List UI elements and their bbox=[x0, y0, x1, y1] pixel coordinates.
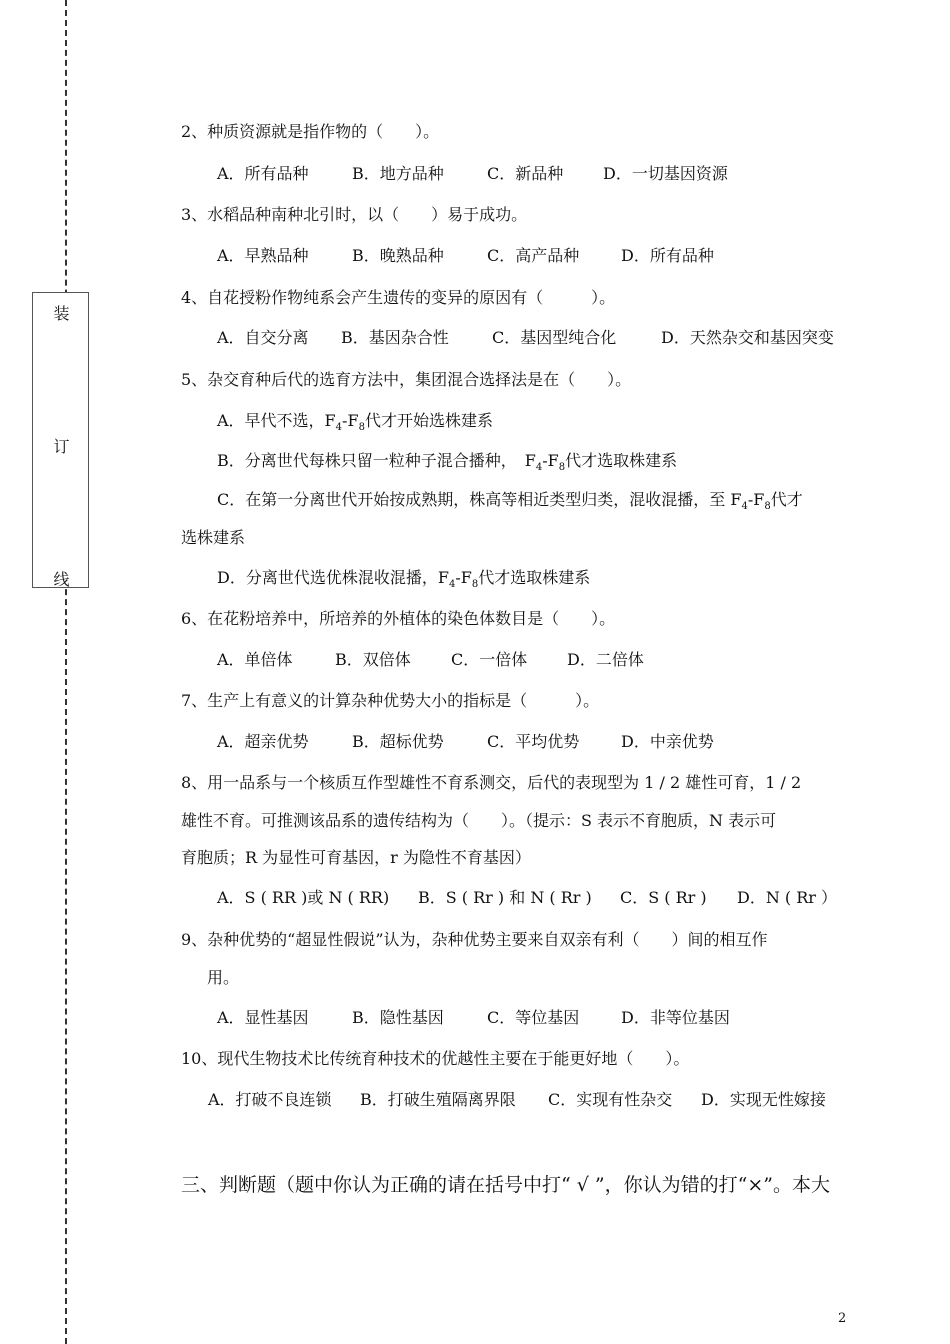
question-5-option-c-prefix: C．在第一分离世代开始按成熟期，株高等相近类型归类，混收混播，至 F bbox=[217, 490, 742, 509]
question-9-option-a: A．显性基因 bbox=[217, 1008, 309, 1027]
question-5-option-c-continuation: 选株建系 bbox=[181, 528, 246, 547]
subscript-4: 4 bbox=[741, 501, 748, 512]
question-4-option-d: D．天然杂交和基因突变 bbox=[661, 328, 834, 347]
question-4-stem: 4、自花授粉作物纯系会产生遗传的变异的原因有（ ）。 bbox=[181, 288, 616, 307]
question-2-stem: 2、种质资源就是指作物的（ ）。 bbox=[181, 122, 440, 141]
question-10-option-b: B．打破生殖隔离界限 bbox=[360, 1090, 516, 1109]
question-3-option-c: C．高产品种 bbox=[487, 246, 580, 265]
question-5-option-a bbox=[217, 411, 493, 431]
question-5-option-b bbox=[217, 451, 677, 471]
dash-f: -F bbox=[747, 490, 765, 509]
question-4-option-b: B．基因杂合性 bbox=[341, 328, 449, 347]
dash-f: -F bbox=[542, 451, 559, 470]
question-7-option-b: B．超标优势 bbox=[352, 732, 444, 751]
question-3-option-d: D．所有品种 bbox=[621, 246, 714, 265]
subscript-8: 8 bbox=[764, 501, 771, 512]
dash-f: -F bbox=[455, 568, 472, 587]
binding-char-xian: 线 bbox=[53, 570, 70, 589]
question-9-stem-line-1: 9、杂种优势的“超显性假说”认为，杂种优势主要来自双亲有利（ ）间的相互作 bbox=[181, 930, 768, 949]
question-8-stem-line-2: 雄性不育。可推测该品系的遗传结构为（ ）。（提示：S 表示不育胞质，N 表示可 bbox=[181, 811, 777, 830]
question-3-option-b: B．晚熟品种 bbox=[352, 246, 444, 265]
subscript-8: 8 bbox=[558, 462, 566, 473]
question-9-option-d: D．非等位基因 bbox=[621, 1008, 730, 1027]
question-2-option-d: D．一切基因资源 bbox=[603, 164, 728, 183]
subscript-4: 4 bbox=[535, 462, 543, 473]
question-5-option-d bbox=[217, 568, 590, 588]
question-3-option-a: A．早熟品种 bbox=[217, 246, 309, 265]
question-5-option-a-suffix: 代才开始选株建系 bbox=[364, 411, 493, 430]
question-7-stem: 7、生产上有意义的计算杂种优势大小的指标是（ ）。 bbox=[181, 691, 600, 710]
question-5-option-b-suffix: 代才选取株建系 bbox=[565, 451, 678, 470]
binding-label-box bbox=[32, 292, 89, 588]
question-5-option-c bbox=[217, 490, 803, 510]
subscript-8: 8 bbox=[471, 579, 479, 590]
question-5-option-d-prefix: D．分离世代选优株混收混播，F bbox=[217, 568, 449, 587]
question-6-stem: 6、在花粉培养中，所培养的外植体的染色体数目是（ ）。 bbox=[181, 609, 616, 628]
question-6-option-a: A．单倍体 bbox=[217, 650, 293, 669]
question-8-option-a: A．S ( RR )或 N ( RR) bbox=[217, 888, 390, 907]
question-8-stem-line-3: 育胞质；R 为显性可育基因，r 为隐性不育基因） bbox=[181, 848, 531, 867]
question-6-option-c: C．一倍体 bbox=[451, 650, 528, 669]
question-2-option-a: A．所有品种 bbox=[217, 164, 309, 183]
question-10-option-a: A．打破不良连锁 bbox=[208, 1090, 332, 1109]
question-4-option-a: A．自交分离 bbox=[217, 328, 309, 347]
question-5-option-c-suffix: 代才 bbox=[770, 490, 803, 509]
page-number: 2 bbox=[838, 1311, 847, 1326]
binding-char-ding: 订 bbox=[53, 437, 70, 456]
question-7-option-a: A．超亲优势 bbox=[217, 732, 309, 751]
question-5-option-a-prefix: A．早代不选，F bbox=[217, 411, 336, 430]
question-6-option-b: B．双倍体 bbox=[335, 650, 411, 669]
question-9-option-c: C．等位基因 bbox=[487, 1008, 580, 1027]
question-10-option-c: C．实现有性杂交 bbox=[548, 1090, 673, 1109]
question-8-option-d: D．N ( Rr ） bbox=[737, 888, 838, 907]
question-5-stem: 5、杂交育种后代的选育方法中，集团混合选择法是在（ ）。 bbox=[181, 370, 632, 389]
subscript-8: 8 bbox=[358, 422, 365, 433]
question-10-option-d: D．实现无性嫁接 bbox=[701, 1090, 826, 1109]
question-9-option-b: B．隐性基因 bbox=[352, 1008, 444, 1027]
section-3-heading: 三、判断题（题中你认为正确的请在括号中打“ √ ”，你认为错的打“×”。本大 bbox=[181, 1174, 830, 1196]
subscript-4: 4 bbox=[448, 579, 456, 590]
binding-dashed-line bbox=[65, 0, 67, 1344]
question-8-stem-line-1: 8、用一品系与一个核质互作型雄性不育系测交，后代的表现型为 1 / 2 雄性可育，1 / 2 bbox=[181, 773, 802, 792]
dash-f: -F bbox=[342, 411, 359, 430]
question-8-option-c: C．S ( Rr ) bbox=[620, 888, 707, 907]
subscript-4: 4 bbox=[335, 422, 343, 433]
question-5-option-d-suffix: 代才选取株建系 bbox=[478, 568, 591, 587]
question-7-option-d: D．中亲优势 bbox=[621, 732, 714, 751]
question-9-stem-line-2: 用。 bbox=[207, 968, 240, 987]
question-2-option-b: B．地方品种 bbox=[352, 164, 444, 183]
question-10-stem: 10、现代生物技术比传统育种技术的优越性主要在于能更好地（ ）。 bbox=[181, 1049, 690, 1068]
question-8-option-b: B．S ( Rr ) 和 N ( Rr ) bbox=[418, 888, 592, 907]
binding-char-zhuang: 装 bbox=[53, 304, 70, 323]
question-6-option-d: D．二倍体 bbox=[567, 650, 644, 669]
question-4-option-c: C．基因型纯合化 bbox=[492, 328, 617, 347]
question-2-option-c: C．新品种 bbox=[487, 164, 564, 183]
question-7-option-c: C．平均优势 bbox=[487, 732, 580, 751]
question-5-option-b-prefix: B．分离世代每株只留一粒种子混合播种， F bbox=[217, 451, 536, 470]
question-3-stem: 3、水稻品种南种北引时，以（ ）易于成功。 bbox=[181, 205, 528, 224]
